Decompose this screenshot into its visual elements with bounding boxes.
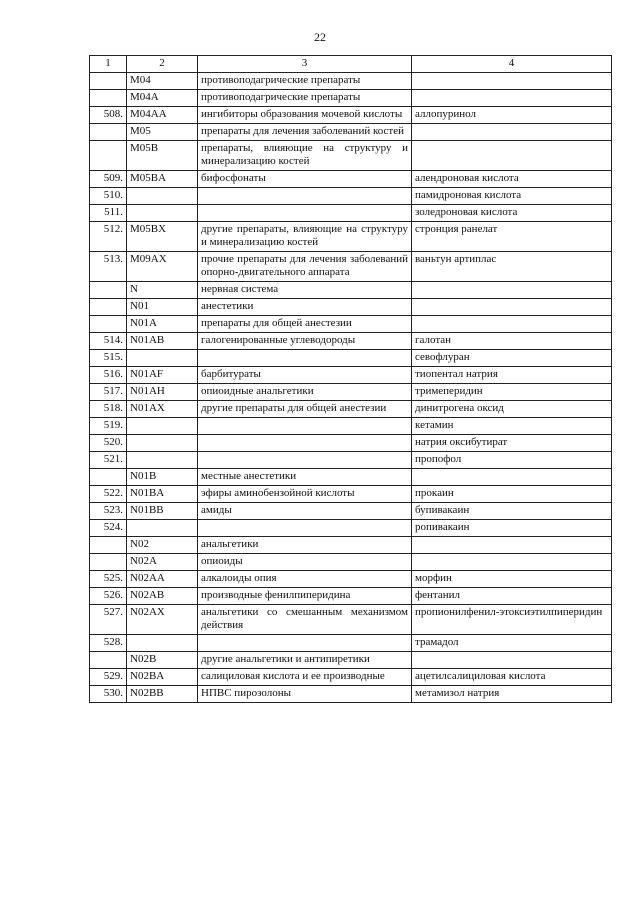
- header-cell: 4: [412, 56, 612, 73]
- group-name-cell: [198, 435, 412, 452]
- group-name-cell: препараты для лечения заболеваний костей: [198, 124, 412, 141]
- table-row: [90, 124, 612, 141]
- group-name-cell: нервная система: [198, 282, 412, 299]
- table-header-row: [90, 56, 612, 73]
- drug-name-cell: кетамин: [412, 418, 612, 435]
- group-name-cell: другие анальгетики и антипиретики: [198, 652, 412, 669]
- drug-name-cell: галотан: [412, 333, 612, 350]
- table-row: [90, 171, 612, 188]
- row-number-cell: 514.: [90, 333, 127, 350]
- drug-name-cell: [412, 141, 612, 171]
- group-name-cell: барбитураты: [198, 367, 412, 384]
- row-number-cell: 527.: [90, 605, 127, 635]
- group-name-cell: [198, 188, 412, 205]
- drug-name-cell: ацетилсалициловая кислота: [412, 669, 612, 686]
- drug-name-cell: тиопентал натрия: [412, 367, 612, 384]
- atc-code-cell: N01BA: [127, 486, 198, 503]
- group-name-cell: прочие препараты для лечения заболеваний опорно-двигательного аппарата: [198, 252, 412, 282]
- row-number-cell: [90, 554, 127, 571]
- row-number-cell: 522.: [90, 486, 127, 503]
- group-name-cell: салициловая кислота и ее производные: [198, 669, 412, 686]
- drug-name-cell: золедроновая кислота: [412, 205, 612, 222]
- atc-code-cell: M05: [127, 124, 198, 141]
- group-name-cell: другие препараты для общей анестезии: [198, 401, 412, 418]
- row-number-cell: 525.: [90, 571, 127, 588]
- drug-name-cell: памидроновая кислота: [412, 188, 612, 205]
- group-name-cell: [198, 418, 412, 435]
- group-name-cell: эфиры аминобензойной кислоты: [198, 486, 412, 503]
- table-row: [90, 486, 612, 503]
- atc-code-cell: [127, 520, 198, 537]
- atc-code-cell: N02AX: [127, 605, 198, 635]
- table-row: [90, 469, 612, 486]
- drug-name-cell: [412, 73, 612, 90]
- atc-code-cell: N02AA: [127, 571, 198, 588]
- drug-table: [89, 55, 612, 703]
- table-row: [90, 635, 612, 652]
- drug-name-cell: [412, 282, 612, 299]
- table-row: [90, 367, 612, 384]
- table-row: [90, 554, 612, 571]
- group-name-cell: галогенированные углеводороды: [198, 333, 412, 350]
- atc-code-cell: N01BB: [127, 503, 198, 520]
- table-row: [90, 652, 612, 669]
- atc-code-cell: N01: [127, 299, 198, 316]
- table-row: [90, 571, 612, 588]
- group-name-cell: анестетики: [198, 299, 412, 316]
- row-number-cell: 521.: [90, 452, 127, 469]
- row-number-cell: [90, 73, 127, 90]
- table-row: [90, 350, 612, 367]
- table-row: [90, 316, 612, 333]
- row-number-cell: [90, 316, 127, 333]
- table-row: [90, 384, 612, 401]
- table-row: [90, 686, 612, 703]
- page-number: 22: [314, 30, 326, 44]
- atc-code-cell: M04A: [127, 90, 198, 107]
- drug-name-cell: ваньтун артиплас: [412, 252, 612, 282]
- table-row: [90, 520, 612, 537]
- row-number-cell: 519.: [90, 418, 127, 435]
- atc-code-cell: M04AA: [127, 107, 198, 124]
- group-name-cell: опиоиды: [198, 554, 412, 571]
- group-name-cell: препараты, влияющие на структуру и минерализацию костей: [198, 141, 412, 171]
- group-name-cell: НПВС пирозолоны: [198, 686, 412, 703]
- row-number-cell: [90, 469, 127, 486]
- atc-code-cell: [127, 452, 198, 469]
- atc-code-cell: [127, 435, 198, 452]
- group-name-cell: местные анестетики: [198, 469, 412, 486]
- drug-name-cell: [412, 124, 612, 141]
- group-name-cell: [198, 205, 412, 222]
- row-number-cell: 529.: [90, 669, 127, 686]
- drug-name-cell: [412, 652, 612, 669]
- group-name-cell: [198, 520, 412, 537]
- drug-name-cell: [412, 554, 612, 571]
- drug-name-cell: аллопуринол: [412, 107, 612, 124]
- drug-name-cell: ропивакаин: [412, 520, 612, 537]
- group-name-cell: ингибиторы образования мочевой кислоты: [198, 107, 412, 124]
- row-number-cell: [90, 652, 127, 669]
- drug-name-cell: морфин: [412, 571, 612, 588]
- group-name-cell: анальгетики со смешанным механизмом действия: [198, 605, 412, 635]
- drug-name-cell: динитрогена оксид: [412, 401, 612, 418]
- table-row: [90, 282, 612, 299]
- group-name-cell: [198, 452, 412, 469]
- row-number-cell: 523.: [90, 503, 127, 520]
- table-row: [90, 418, 612, 435]
- group-name-cell: опиоидные анальгетики: [198, 384, 412, 401]
- header-cell: 2: [127, 56, 198, 73]
- table-row: [90, 252, 612, 282]
- atc-code-cell: N02: [127, 537, 198, 554]
- row-number-cell: 515.: [90, 350, 127, 367]
- group-name-cell: бифосфонаты: [198, 171, 412, 188]
- atc-code-cell: M04: [127, 73, 198, 90]
- group-name-cell: другие препараты, влияющие на структуру и минерализацию костей: [198, 222, 412, 252]
- atc-code-cell: N02B: [127, 652, 198, 669]
- drug-name-cell: метамизол натрия: [412, 686, 612, 703]
- atc-code-cell: N02AB: [127, 588, 198, 605]
- row-number-cell: 508.: [90, 107, 127, 124]
- drug-name-cell: севофлуран: [412, 350, 612, 367]
- row-number-cell: 516.: [90, 367, 127, 384]
- table-row: [90, 435, 612, 452]
- atc-code-cell: N01AB: [127, 333, 198, 350]
- atc-code-cell: M05BA: [127, 171, 198, 188]
- table-row: [90, 605, 612, 635]
- row-number-cell: 512.: [90, 222, 127, 252]
- drug-name-cell: прокаин: [412, 486, 612, 503]
- table-row: [90, 333, 612, 350]
- header-cell: 1: [90, 56, 127, 73]
- row-number-cell: 524.: [90, 520, 127, 537]
- row-number-cell: 518.: [90, 401, 127, 418]
- table-row: [90, 537, 612, 554]
- table-row: [90, 401, 612, 418]
- row-number-cell: 526.: [90, 588, 127, 605]
- table-row: [90, 90, 612, 107]
- drug-name-cell: пропофол: [412, 452, 612, 469]
- table-row: [90, 503, 612, 520]
- group-name-cell: противоподагрические препараты: [198, 90, 412, 107]
- row-number-cell: 517.: [90, 384, 127, 401]
- row-number-cell: [90, 90, 127, 107]
- row-number-cell: 510.: [90, 188, 127, 205]
- group-name-cell: амиды: [198, 503, 412, 520]
- table-row: [90, 588, 612, 605]
- row-number-cell: [90, 299, 127, 316]
- atc-code-cell: [127, 205, 198, 222]
- table-row: [90, 188, 612, 205]
- row-number-cell: 511.: [90, 205, 127, 222]
- drug-name-cell: [412, 299, 612, 316]
- atc-code-cell: N01AH: [127, 384, 198, 401]
- atc-code-cell: N01A: [127, 316, 198, 333]
- table-row: [90, 205, 612, 222]
- drug-name-cell: [412, 469, 612, 486]
- drug-name-cell: трамадол: [412, 635, 612, 652]
- drug-name-cell: тримеперидин: [412, 384, 612, 401]
- group-name-cell: анальгетики: [198, 537, 412, 554]
- atc-code-cell: [127, 350, 198, 367]
- atc-code-cell: [127, 188, 198, 205]
- row-number-cell: 509.: [90, 171, 127, 188]
- row-number-cell: 520.: [90, 435, 127, 452]
- drug-name-cell: стронция ранелат: [412, 222, 612, 252]
- atc-code-cell: N: [127, 282, 198, 299]
- table-row: [90, 299, 612, 316]
- group-name-cell: [198, 350, 412, 367]
- drug-name-cell: пропионилфенил-этоксиэтилпиперидин: [412, 605, 612, 635]
- group-name-cell: алкалоиды опия: [198, 571, 412, 588]
- group-name-cell: производные фенилпиперидина: [198, 588, 412, 605]
- group-name-cell: противоподагрические препараты: [198, 73, 412, 90]
- drug-name-cell: [412, 316, 612, 333]
- drug-name-cell: [412, 90, 612, 107]
- atc-code-cell: N02A: [127, 554, 198, 571]
- table-row: [90, 222, 612, 252]
- atc-code-cell: N01AX: [127, 401, 198, 418]
- table-row: [90, 107, 612, 124]
- row-number-cell: [90, 282, 127, 299]
- atc-code-cell: M05BX: [127, 222, 198, 252]
- atc-code-cell: N02BA: [127, 669, 198, 686]
- atc-code-cell: [127, 635, 198, 652]
- drug-name-cell: алендроновая кислота: [412, 171, 612, 188]
- drug-name-cell: [412, 537, 612, 554]
- atc-code-cell: M05B: [127, 141, 198, 171]
- atc-code-cell: N01B: [127, 469, 198, 486]
- atc-code-cell: N01AF: [127, 367, 198, 384]
- row-number-cell: [90, 124, 127, 141]
- header-cell: 3: [198, 56, 412, 73]
- group-name-cell: [198, 635, 412, 652]
- table-row: [90, 73, 612, 90]
- row-number-cell: [90, 141, 127, 171]
- table-row: [90, 452, 612, 469]
- drug-name-cell: бупивакаин: [412, 503, 612, 520]
- group-name-cell: препараты для общей анестезии: [198, 316, 412, 333]
- row-number-cell: [90, 537, 127, 554]
- atc-code-cell: M09AX: [127, 252, 198, 282]
- atc-code-cell: [127, 418, 198, 435]
- row-number-cell: 530.: [90, 686, 127, 703]
- table-row: [90, 141, 612, 171]
- drug-name-cell: фентанил: [412, 588, 612, 605]
- row-number-cell: 528.: [90, 635, 127, 652]
- atc-code-cell: N02BB: [127, 686, 198, 703]
- table-row: [90, 669, 612, 686]
- drug-name-cell: натрия оксибутират: [412, 435, 612, 452]
- row-number-cell: 513.: [90, 252, 127, 282]
